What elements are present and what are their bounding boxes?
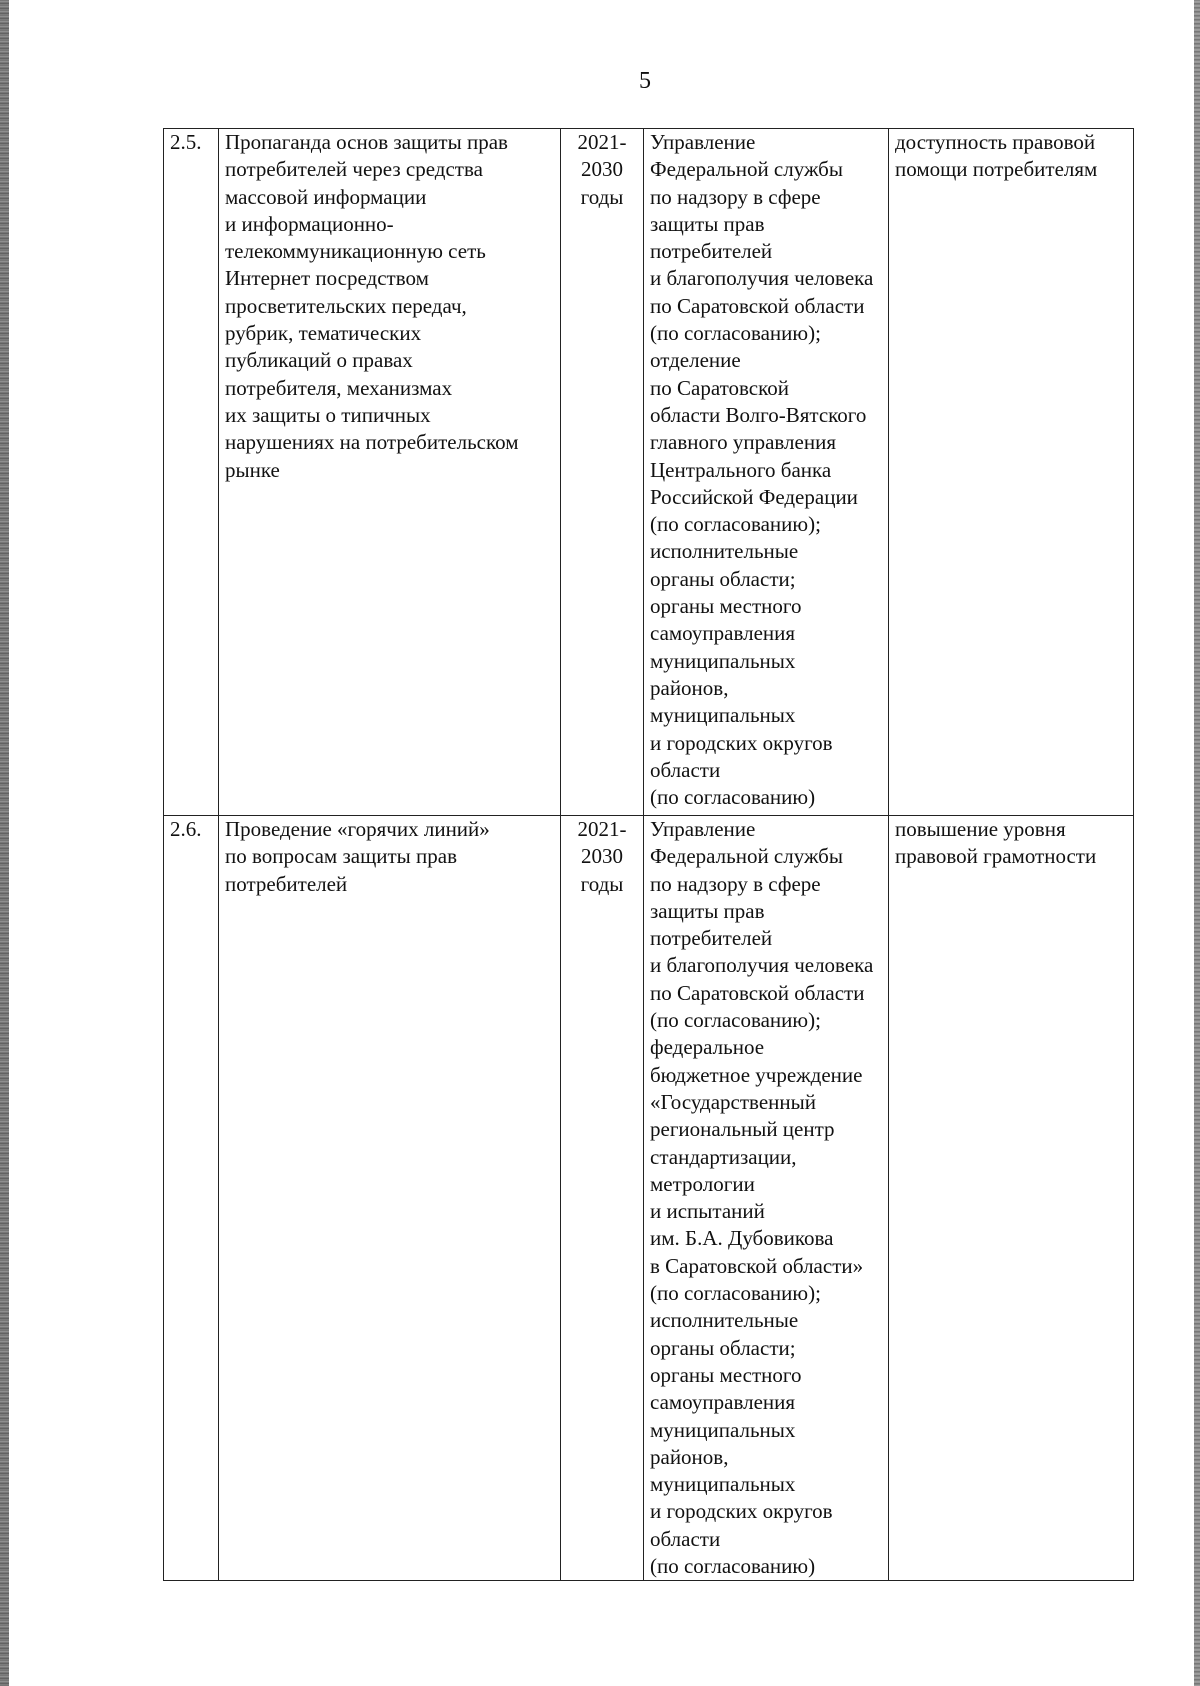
cell-line: рынке	[225, 457, 280, 482]
table-row	[164, 129, 1134, 816]
cell-line: бюджетное учреждение	[650, 1062, 863, 1087]
cell-line: рубрик, тематических	[225, 321, 422, 346]
cell-line: потребителей через средства	[225, 157, 483, 182]
cell-line: правовой грамотности	[895, 844, 1097, 869]
cell-line: (по согласованию)	[650, 1554, 816, 1579]
cell-line: Управление	[650, 130, 756, 154]
page-number: 5	[639, 68, 651, 94]
table-row	[164, 816, 1134, 1581]
cell-line: по вопросам защиты прав	[225, 844, 457, 869]
cell-line: и благополучия человека	[650, 266, 874, 291]
cell-line: (по согласованию);	[650, 1281, 821, 1306]
cell-line: органы местного	[650, 594, 802, 619]
cell-line: региональный центр	[650, 1117, 835, 1142]
cell-line: (по согласованию);	[650, 512, 821, 537]
executors-cell	[644, 129, 889, 816]
cell-line: им. Б.А. Дубовикова	[650, 1226, 834, 1251]
cell-line: муниципальных	[650, 1417, 796, 1442]
cell-line: потребителей	[650, 239, 773, 264]
cell-line: 2030	[581, 844, 623, 869]
cell-line: районов,	[650, 675, 729, 700]
cell-line: исполнительные	[650, 1308, 799, 1333]
cell-line: повышение уровня	[895, 817, 1066, 841]
cell-line: районов,	[650, 1444, 729, 1469]
cell-line: муниципальных	[650, 703, 796, 728]
measure-cell	[219, 816, 561, 1581]
cell-line: 2030	[581, 157, 623, 182]
cell-line: области	[650, 757, 721, 782]
cell-line: Интернет посредством	[225, 266, 429, 291]
cell-line: по надзору в сфере	[650, 184, 821, 209]
cell-line: потребителя, механизмах	[225, 375, 453, 400]
executors-cell	[644, 816, 889, 1581]
cell-line: Центрального банка	[650, 457, 832, 482]
scan-edge-right	[1194, 0, 1200, 1686]
cell-line: (по согласованию)	[650, 785, 816, 810]
measure-cell	[219, 129, 561, 816]
cell-line: и городских округов	[650, 1499, 833, 1524]
cell-line: и испытаний	[650, 1199, 765, 1224]
period-cell	[561, 129, 644, 816]
cell-line: (по согласованию);	[650, 321, 821, 346]
cell-line: исполнительные	[650, 539, 799, 564]
cell-line: по Саратовской области	[650, 980, 865, 1005]
cell-line: и благополучия человека	[650, 953, 874, 978]
cell-line: органы области;	[650, 566, 796, 591]
scan-edge-left	[0, 0, 9, 1686]
cell-line: защиты прав	[650, 898, 765, 923]
cell-line: нарушениях на потребительском	[225, 430, 519, 455]
cell-line: 2021-	[577, 130, 627, 154]
cell-line: потребителей	[650, 926, 773, 951]
cell-line: самоуправления	[650, 1390, 796, 1415]
cell-line: по Саратовской области	[650, 293, 865, 318]
measures-table	[163, 128, 1134, 1581]
cell-line: публикаций о правах	[225, 348, 413, 373]
cell-line: отделение	[650, 348, 741, 373]
cell-line: Пропаганда основ защиты прав	[225, 130, 508, 154]
cell-line: области	[650, 1526, 721, 1551]
cell-line: потребителей	[225, 871, 348, 896]
cell-line: по надзору в сфере	[650, 871, 821, 896]
cell-line: Проведение «горячих линий»	[225, 817, 490, 841]
result-cell	[889, 129, 1134, 816]
row-number: 2.5.	[164, 129, 219, 816]
cell-line: муниципальных	[650, 1472, 796, 1497]
cell-line: годы	[580, 871, 624, 896]
cell-line: в Саратовской области»	[650, 1253, 864, 1278]
cell-line: массовой информации	[225, 184, 427, 209]
cell-line: доступность правовой	[895, 130, 1096, 154]
cell-line: органы местного	[650, 1362, 802, 1387]
cell-line: стандартизации,	[650, 1144, 797, 1169]
cell-line: (по согласованию);	[650, 1008, 821, 1033]
cell-line: просветительских передач,	[225, 293, 467, 318]
cell-line: 2021-	[577, 817, 627, 841]
cell-line: органы области;	[650, 1335, 796, 1360]
cell-line: Управление	[650, 817, 756, 841]
cell-line: помощи потребителям	[895, 157, 1098, 182]
cell-line: главного управления	[650, 430, 836, 455]
row-number: 2.6.	[164, 816, 219, 1581]
cell-line: годы	[580, 184, 624, 209]
cell-line: Российской Федерации	[650, 484, 858, 509]
cell-line: телекоммуникационную сеть	[225, 239, 486, 264]
cell-line: Федеральной службы	[650, 844, 843, 869]
cell-line: муниципальных	[650, 648, 796, 673]
period-cell	[561, 816, 644, 1581]
cell-line: федеральное	[650, 1035, 765, 1060]
cell-line: их защиты о типичных	[225, 402, 431, 427]
cell-line: по Саратовской	[650, 375, 789, 400]
cell-line: области Волго-Вятского	[650, 402, 867, 427]
cell-line: защиты прав	[650, 211, 765, 236]
cell-line: и городских округов	[650, 730, 833, 755]
cell-line: Федеральной службы	[650, 157, 843, 182]
cell-line: метрологии	[650, 1171, 755, 1196]
cell-line: и информационно-	[225, 211, 394, 236]
result-cell	[889, 816, 1134, 1581]
cell-line: самоуправления	[650, 621, 796, 646]
cell-line: «Государственный	[650, 1089, 816, 1114]
